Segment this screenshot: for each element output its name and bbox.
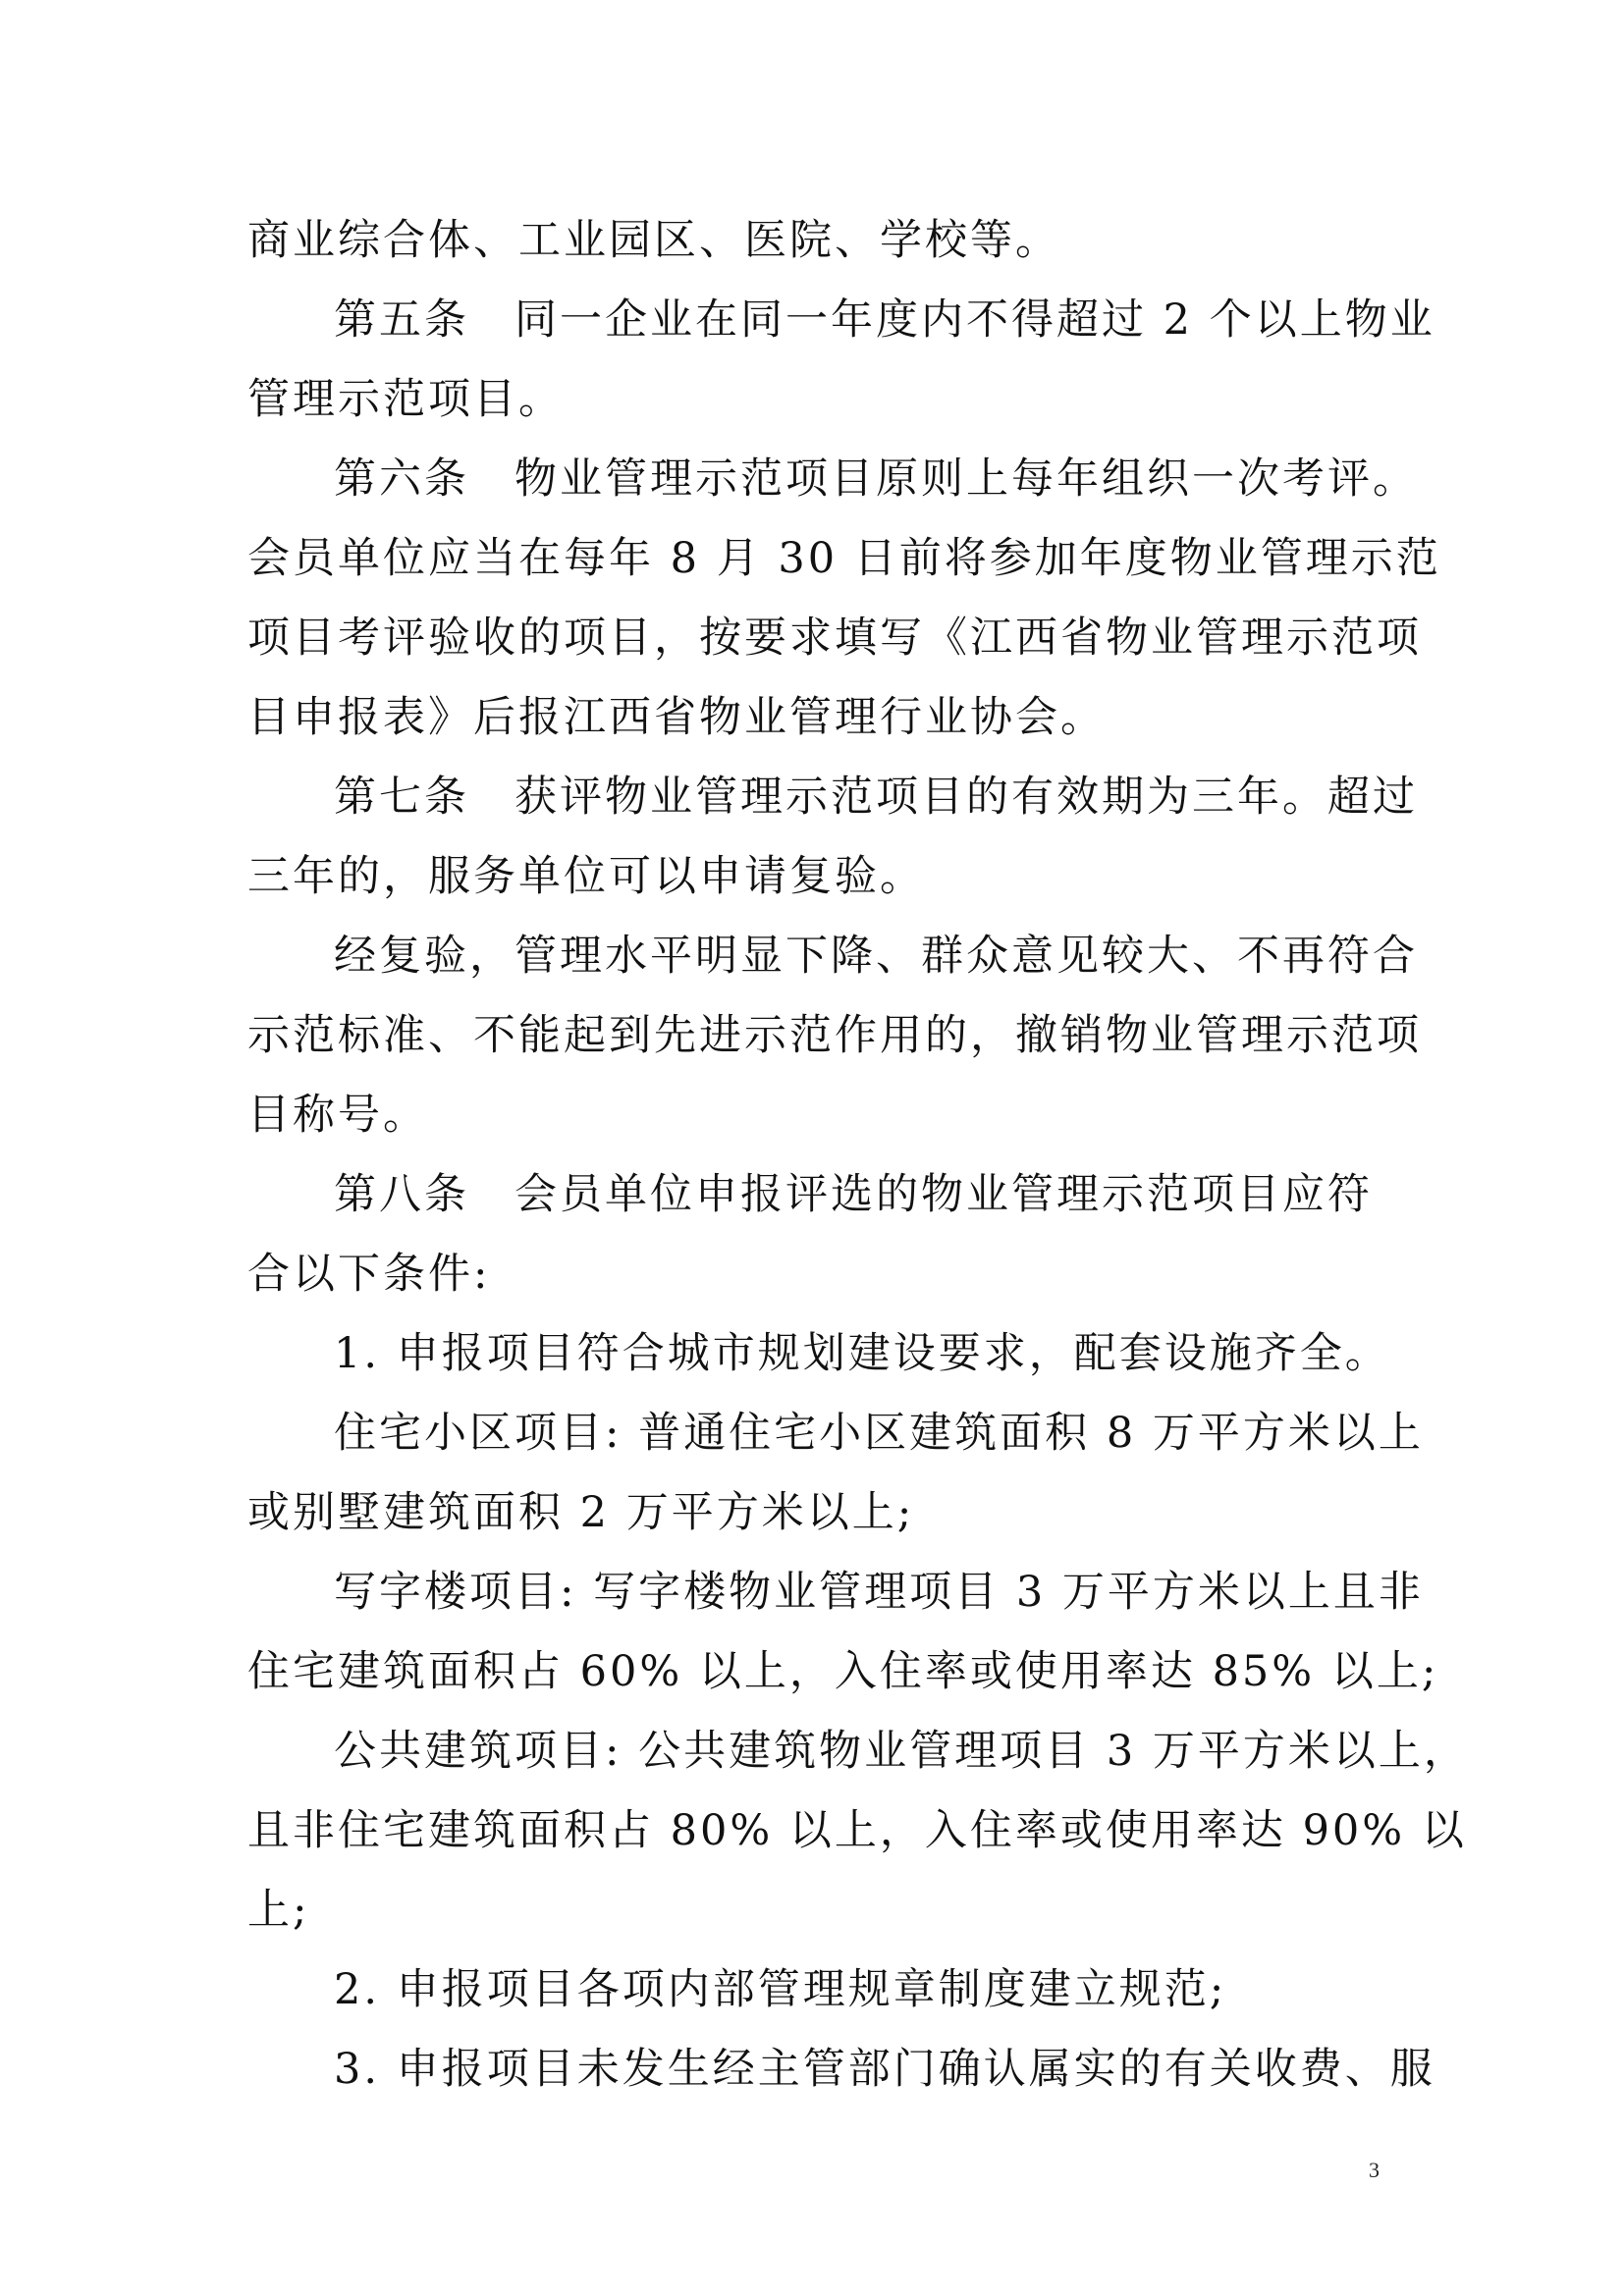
page-number: 3 <box>1369 2158 1380 2182</box>
text-line: 第五条 同一企业在同一年度内不得超过 2 个以上物业 <box>334 295 1435 345</box>
text-line: 示范标准、不能起到先进示范作用的，撤销物业管理示范项 <box>247 1011 1422 1060</box>
text-line: 2. 申报项目各项内部管理规章制度建立规范; <box>334 1965 1227 2014</box>
text-line: 3. 申报项目未发生经主管部门确认属实的有关收费、服 <box>334 2045 1435 2094</box>
document-body <box>247 201 1469 2109</box>
text-line: 目称号。 <box>247 1091 428 1140</box>
text-line: 上; <box>247 1886 310 1935</box>
text-line: 住宅小区项目: 普通住宅小区建筑面积 8 万平方米以上 <box>334 1409 1424 1458</box>
text-line: 公共建筑项目: 公共建筑物业管理项目 3 万平方米以上， <box>334 1727 1469 1776</box>
text-line: 项目考评验收的项目，按要求填写《江西省物业管理示范项 <box>247 614 1422 663</box>
text-line: 商业综合体、工业园区、医院、学校等。 <box>247 216 1060 265</box>
text-line: 第八条 会员单位申报评选的物业管理示范项目应符 <box>334 1170 1373 1219</box>
text-line: 合以下条件: <box>247 1250 491 1299</box>
text-line: 目申报表》后报江西省物业管理行业协会。 <box>247 693 1106 742</box>
text-line: 写字楼项目: 写字楼物业管理项目 3 万平方米以上且非 <box>334 1568 1424 1617</box>
text-line: 且非住宅建筑面积占 80% 以上，入住率或使用率达 90% 以 <box>247 1806 1467 1855</box>
text-line: 1. 申报项目符合城市规划建设要求，配套设施齐全。 <box>334 1329 1390 1378</box>
text-line: 第六条 物业管理示范项目原则上每年组织一次考评。 <box>334 454 1418 504</box>
text-line: 管理示范项目。 <box>247 375 564 424</box>
text-line: 住宅建筑面积占 60% 以上，入住率或使用率达 85% 以上; <box>247 1647 1439 1696</box>
text-line: 或别墅建筑面积 2 万平方米以上; <box>247 1488 915 1537</box>
text-line: 经复验，管理水平明显下降、群众意见较大、不再符合 <box>334 932 1418 981</box>
text-line: 第七条 获评物业管理示范项目的有效期为三年。超过 <box>334 773 1418 822</box>
text-line: 会员单位应当在每年 8 月 30 日前将参加年度物业管理示范 <box>247 534 1441 583</box>
text-line: 三年的，服务单位可以申请复验。 <box>247 852 925 901</box>
